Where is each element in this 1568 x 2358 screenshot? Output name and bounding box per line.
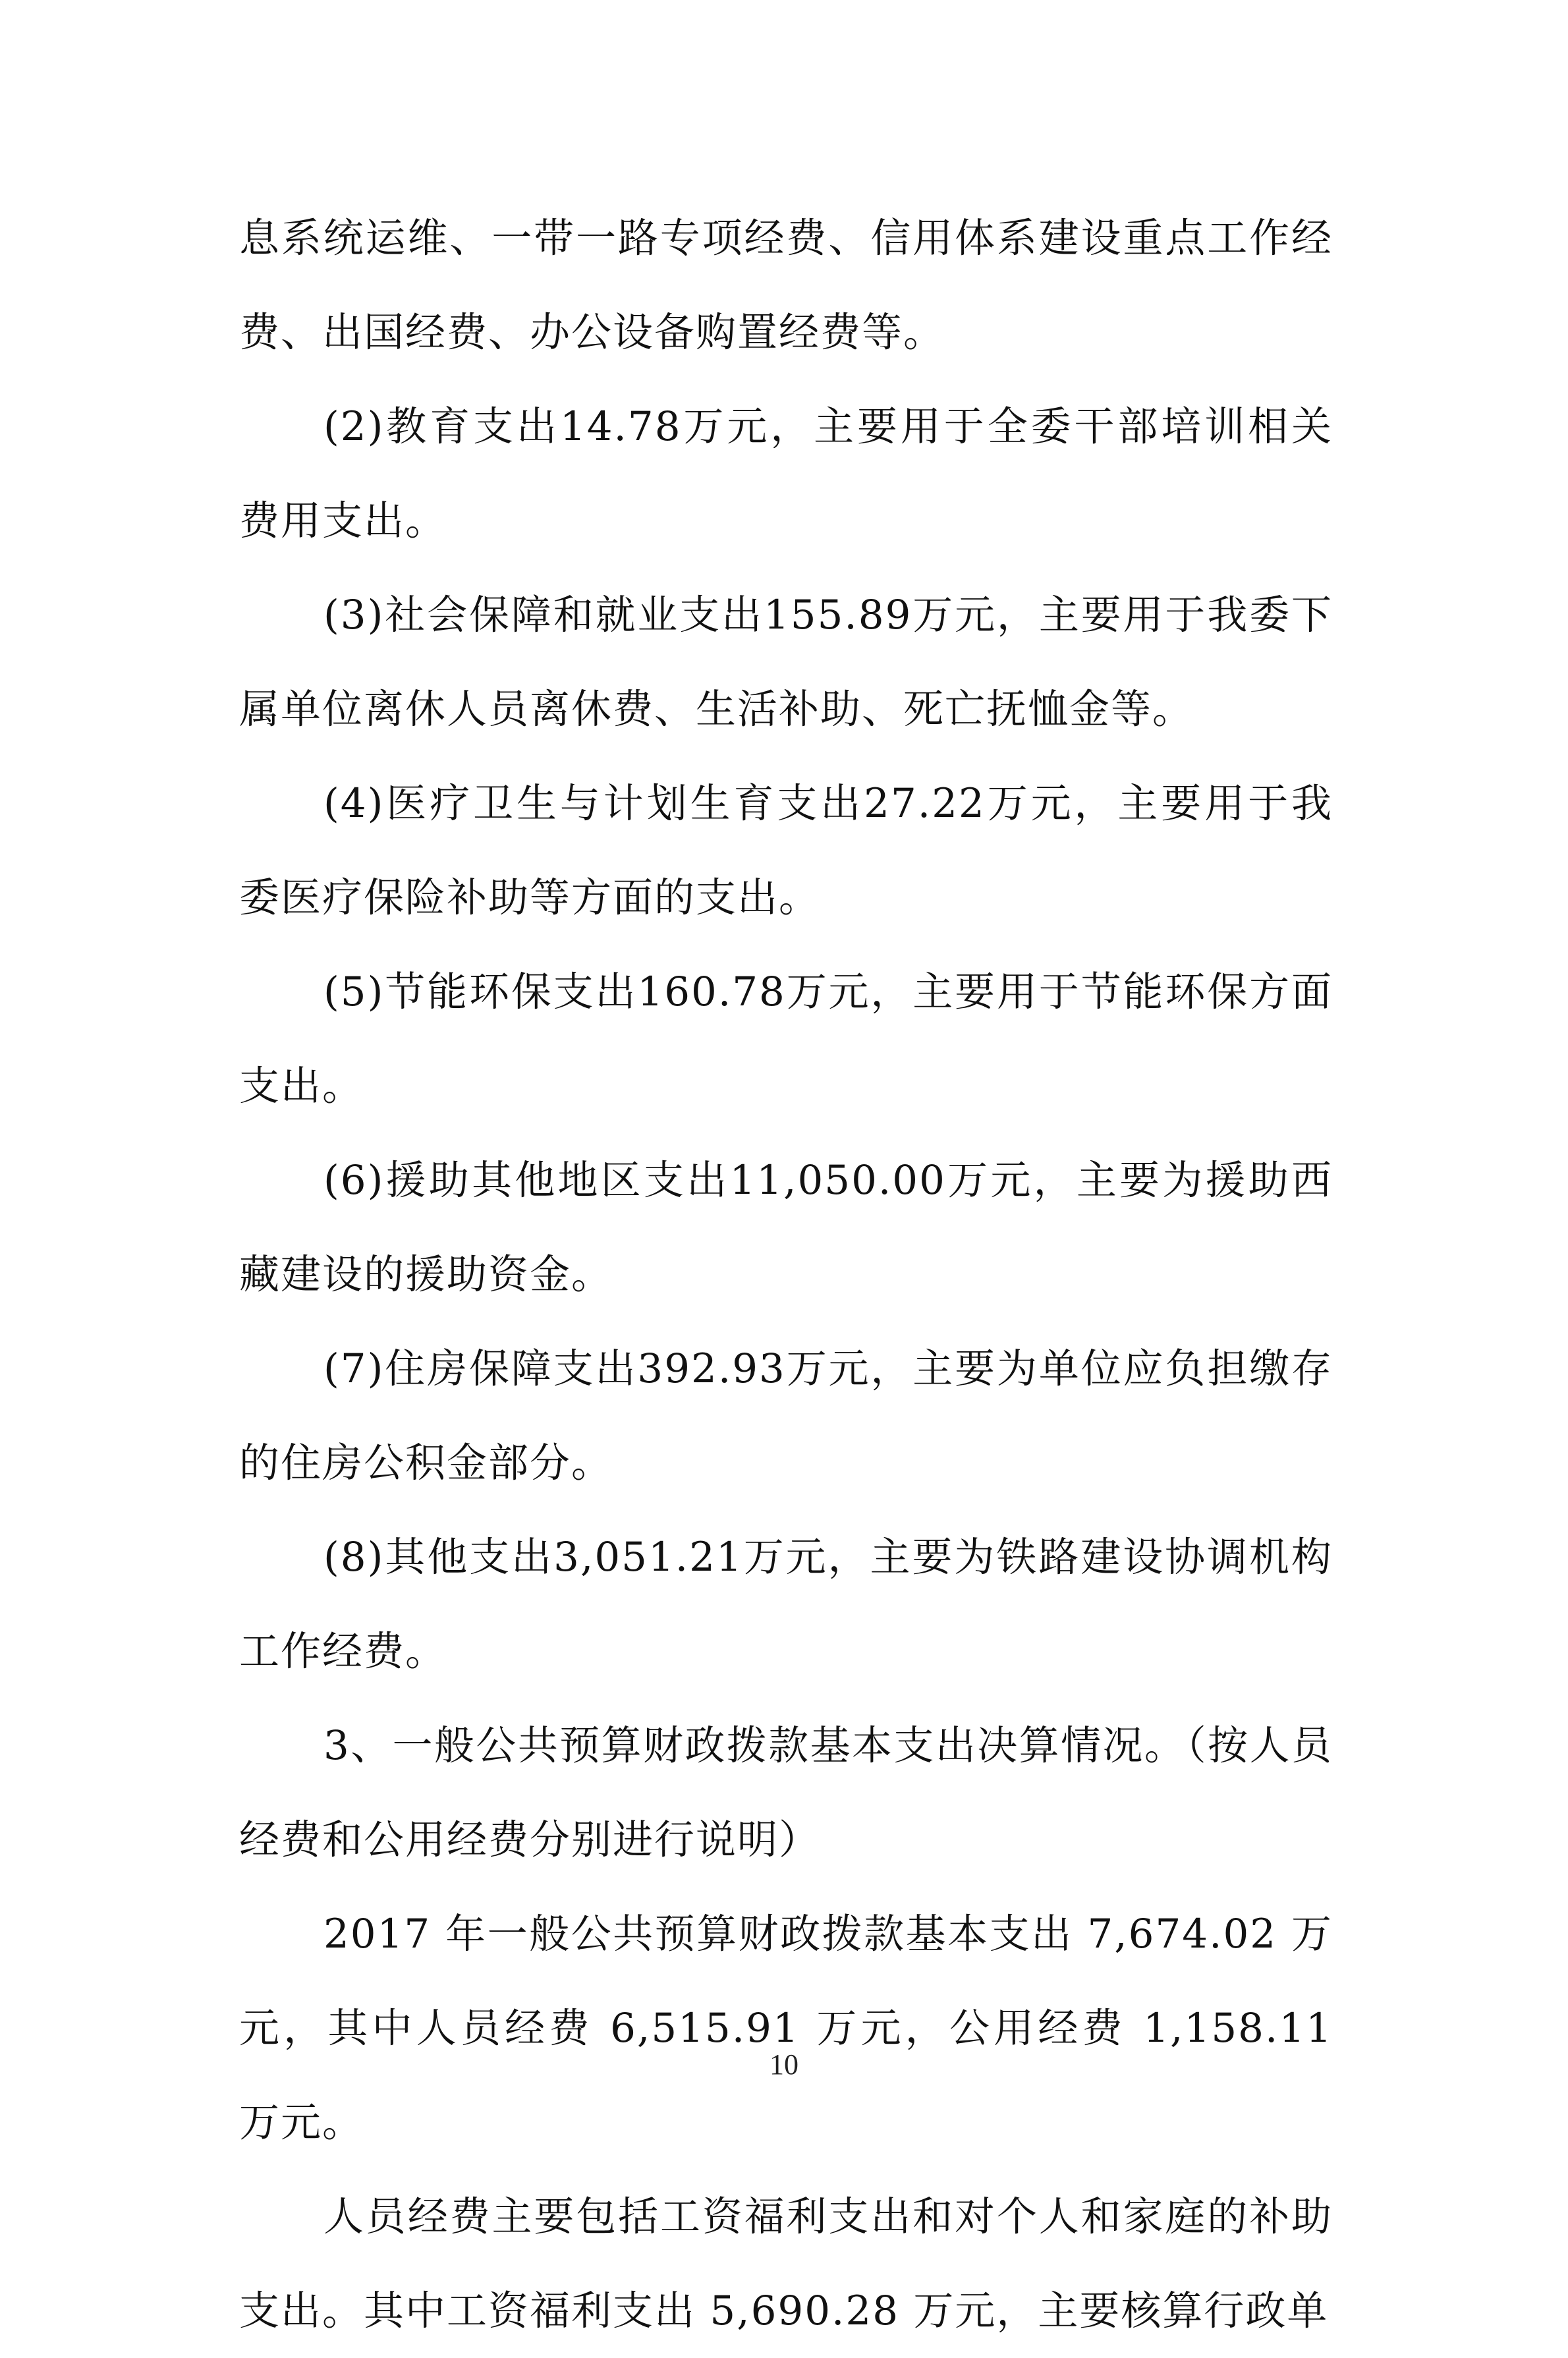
paragraph-housing-expense: (7)住房保障支出392.93万元，主要为单位应负担缴存的住房公积金部分。: [239, 1345, 1333, 1486]
paragraph-social-security-expense: (3)社会保障和就业支出155.89万元，主要用于我委下属单位离休人员离休费、生活补助、死亡抚恤金等。: [239, 592, 1333, 733]
paragraph-other-expense: (8)其他支出3,051.21万元，主要为铁路建设协调机构工作经费。: [239, 1534, 1333, 1675]
paragraph-medical-expense: (4)医疗卫生与计划生育支出27.22万元，主要用于我委医疗保险补助等方面的支出。: [239, 780, 1333, 921]
paragraph-personnel-expense: 人员经费主要包括工资福利支出和对个人和家庭的补助支出。其中工资福利支出 5,690.28 万元，主要核算行政单: [239, 2193, 1333, 2334]
section-heading-basic-expenditure: 3、一般公共预算财政拨款基本支出决算情况。（按人员经费和公用经费分别进行说明）: [239, 1722, 1333, 1863]
paragraph-continuation: 息系统运维、一带一路专项经费、信用体系建设重点工作经费、出国经费、办公设备购置经费等。: [239, 215, 1333, 356]
paragraph-education-expense: (2)教育支出14.78万元，主要用于全委干部培训相关费用支出。: [239, 403, 1333, 544]
paragraph-energy-saving-expense: (5)节能环保支出160.78万元，主要用于节能环保方面支出。: [239, 968, 1333, 1109]
paragraph-basic-expenditure-total: 2017 年一般公共预算财政拨款基本支出 7,674.02 万元，其中人员经费 6,515.91 万元，公用经费 1,158.11 万元。: [239, 1911, 1333, 2146]
page-number: 10: [770, 2048, 798, 2081]
paragraph-regional-aid-expense: (6)援助其他地区支出11,050.00万元，主要为援助西藏建设的援助资金。: [239, 1157, 1333, 1298]
body-text: [239, 191, 1333, 2358]
